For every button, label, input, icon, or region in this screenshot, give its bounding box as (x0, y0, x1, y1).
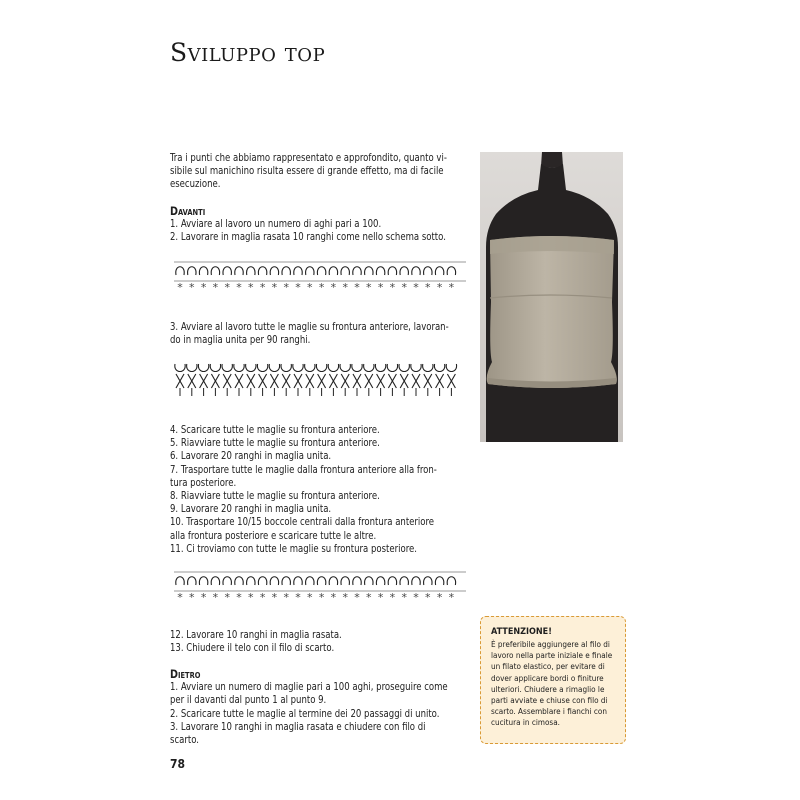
stitch-loop (246, 364, 256, 372)
stitch-loop (198, 364, 208, 372)
stitch-star: * (436, 281, 443, 294)
stitch-loops-row (176, 577, 456, 585)
stitch-loop (411, 364, 421, 372)
stitch-star: * (330, 591, 337, 604)
stitch-loop (317, 577, 325, 585)
stitch-loop (447, 267, 455, 275)
stitch-loop (328, 364, 338, 372)
stitch-loop (282, 267, 290, 275)
stitch-star: * (425, 281, 431, 294)
stitch-star: * (330, 281, 337, 294)
stitch-loop (269, 364, 279, 372)
stitch-loop (376, 577, 384, 585)
stitch-loop (247, 267, 255, 275)
stitch-loop (294, 577, 302, 585)
stitch-loop (424, 267, 432, 275)
stitch-star: * (366, 281, 372, 294)
stitch-loop (341, 267, 349, 275)
stitch-loop (412, 577, 420, 585)
stitch-loop (234, 364, 244, 372)
stitch-star: * (295, 281, 301, 294)
stitch-loops-row (176, 267, 456, 275)
stitch-star: * (259, 281, 266, 294)
stitch-star: * (212, 281, 219, 294)
intro-text: Tra i punti che abbiamo rappresentato e approfondito, quanto vi- sibile sul manichino risulta essere di grande effetto, ma di facile esecuzione. (170, 153, 447, 191)
dietro-section (170, 668, 449, 747)
stitch-loop (341, 577, 349, 585)
stitch-loop (375, 364, 385, 372)
stitch-loop (399, 364, 409, 372)
stitch-loop (188, 577, 196, 585)
stitch-star: * (200, 591, 207, 604)
stitch-loop (270, 577, 278, 585)
attention-note (480, 616, 626, 744)
knit-top (487, 236, 617, 388)
dietro-steps: 1. Avviare un numero di maglie pari a 100 aghi, proseguire come per il davanti dal punto 1 al punto 9. 2. Scaricare tutte le maglie al termine dei 20 passaggi di unito. 3. Lavorare 10 ranghi in maglia rasata e chiudere con filo di scarto. (170, 682, 448, 747)
stitch-loop (306, 577, 314, 585)
stitch-loop (424, 577, 432, 585)
stitch-loop (210, 364, 220, 372)
stitch-loop (423, 364, 433, 372)
stitch-loop (376, 267, 384, 275)
stitch-loop (281, 364, 291, 372)
stitch-star: * (259, 591, 266, 604)
stitch-loop (388, 267, 396, 275)
stitch-loop (199, 577, 207, 585)
stitch-loop (188, 267, 196, 275)
stitch-star: * (248, 281, 254, 294)
stitch-star: * (236, 281, 242, 294)
stitch-loop (235, 267, 243, 275)
stitch-loop (353, 267, 361, 275)
page-number: 78 (170, 757, 186, 771)
stitch-loop (435, 577, 443, 585)
stitch-loop (306, 267, 314, 275)
stitch-star: * (224, 281, 230, 294)
stitch-loop (434, 364, 444, 372)
stitch-loop (446, 364, 456, 372)
davanti-section-d (170, 629, 449, 655)
davanti-steps-1-2: 1. Avviare al lavoro un numero di aghi pari a 100. 2. Lavorare in maglia rasata 10 ranghi come nello schema sotto. (170, 219, 446, 244)
davanti-section-b (170, 321, 449, 347)
note-title: ATTENZIONE! (491, 627, 552, 637)
stitch-star: * (318, 281, 325, 294)
stitch-loop (235, 577, 243, 585)
stitch-star: * (189, 281, 195, 294)
stitch-loop (412, 267, 420, 275)
stitch-loop (282, 577, 290, 585)
stitch-loop (176, 267, 184, 275)
stitch-star: * (413, 281, 419, 294)
stitch-loop (435, 267, 443, 275)
stitch-loop (352, 364, 362, 372)
stitch-stars-row (177, 281, 454, 294)
stitch-chart-2 (172, 360, 468, 402)
stitch-star: * (295, 591, 301, 604)
stitch-loop (388, 577, 396, 585)
stitch-loop (329, 267, 337, 275)
stitch-star: * (318, 591, 325, 604)
stitch-loop (211, 577, 219, 585)
stitch-loop (270, 267, 278, 275)
mannequin-neck (541, 152, 563, 168)
stitch-star: * (271, 281, 278, 294)
stitch-loop (294, 267, 302, 275)
stitch-loop (400, 577, 408, 585)
stitch-star: * (436, 591, 443, 604)
stitch-loop (365, 267, 373, 275)
stitch-cable-row (175, 364, 457, 396)
stitch-loop (365, 577, 373, 585)
davanti-steps-4-11: 4. Scaricare tutte le maglie su frontura anteriore. 5. Riavviare tutte le maglie su frontura anteriore. 6. Lavorare 20 ranghi in maglia unita. 7. Trasportare tutte le maglie dalla frontura anteriore alla fron- tura posteriore. 8. Riavviare tutte le maglie su frontura anteriore. 9. Lavorare 20 ranghi in maglia unita. 10. Trasportare 10/15 boccole centrali dalla frontura anteriore alla frontura posteriore e scaricare tutte le altre. 11. Ci troviamo con tutte le maglie su frontura posteriore. (170, 425, 437, 555)
stitch-loop (257, 364, 267, 372)
stitch-star: * (377, 591, 384, 604)
stitch-loop (222, 364, 232, 372)
davanti-heading: Davanti (170, 204, 206, 218)
stitch-star: * (425, 591, 431, 604)
stitch-loop (187, 364, 197, 372)
stitch-star: * (283, 281, 289, 294)
stitch-star: * (212, 591, 219, 604)
stitch-star: * (413, 591, 419, 604)
stitch-loop (258, 267, 266, 275)
stitch-star: * (354, 591, 360, 604)
stitch-star: * (401, 591, 407, 604)
stitch-star: * (448, 591, 455, 604)
stitch-star: * (307, 281, 313, 294)
stitch-loop (400, 267, 408, 275)
stitch-star: * (271, 591, 278, 604)
davanti-section-a (170, 205, 449, 245)
stitch-loop (258, 577, 266, 585)
stitch-loop (211, 267, 219, 275)
stitch-loop (353, 577, 361, 585)
stitch-star: * (342, 591, 348, 604)
stitch-loop (316, 364, 326, 372)
stitch-loop (247, 577, 255, 585)
stitch-star: * (366, 591, 372, 604)
stitch-loop (387, 364, 397, 372)
stitch-star: * (177, 281, 183, 294)
stitch-star: * (307, 591, 313, 604)
stitch-star: * (354, 281, 360, 294)
stitch-star: * (248, 591, 254, 604)
stitch-star: * (200, 281, 207, 294)
davanti-step-3: 3. Avviare al lavoro tutte le maglie su frontura anteriore, lavoran- do in maglia unita per 90 ranghi. (170, 322, 449, 347)
stitch-loop (364, 364, 374, 372)
stitch-loop (340, 364, 350, 372)
stitch-chart-1 (172, 256, 468, 300)
stitch-loop (317, 267, 325, 275)
note-text: È preferibile aggiungere al filo di lavoro nella parte iniziale e finale un filato elastico, per evitare di dover applicare bordi o finiture ulteriori. Chiudere a rimaglio le parti avviate e chiuse con filo di scarto. Assemblare i fianchi con cucitura in cimosa. (491, 639, 613, 728)
page-title: Sviluppo top (170, 38, 326, 67)
stitch-loop (223, 267, 231, 275)
stitch-star: * (448, 281, 455, 294)
stitch-loop (329, 577, 337, 585)
stitch-stars-row (177, 591, 454, 604)
stitch-star: * (236, 591, 242, 604)
dietro-heading: Dietro (170, 667, 201, 681)
stitch-loop (175, 364, 185, 372)
stitch-star: * (342, 281, 348, 294)
intro-block (170, 152, 449, 192)
stitch-star: * (401, 281, 407, 294)
stitch-star: * (389, 281, 396, 294)
davanti-steps-12-13: 12. Lavorare 10 ranghi in maglia rasata. 13. Chiudere il telo con il filo di scarto. (170, 630, 342, 655)
stitch-loop (305, 364, 315, 372)
stitch-loop (199, 267, 207, 275)
stitch-star: * (283, 591, 289, 604)
stitch-star: * (377, 281, 384, 294)
mannequin-photo (480, 152, 623, 442)
stitch-star: * (177, 591, 183, 604)
stitch-star: * (224, 591, 230, 604)
stitch-loop (447, 577, 455, 585)
stitch-star: * (389, 591, 396, 604)
stitch-loop (176, 577, 184, 585)
stitch-loop (223, 577, 231, 585)
davanti-section-c (170, 424, 449, 556)
stitch-loop (293, 364, 303, 372)
stitch-star: * (189, 591, 195, 604)
stitch-chart-3 (172, 566, 468, 610)
